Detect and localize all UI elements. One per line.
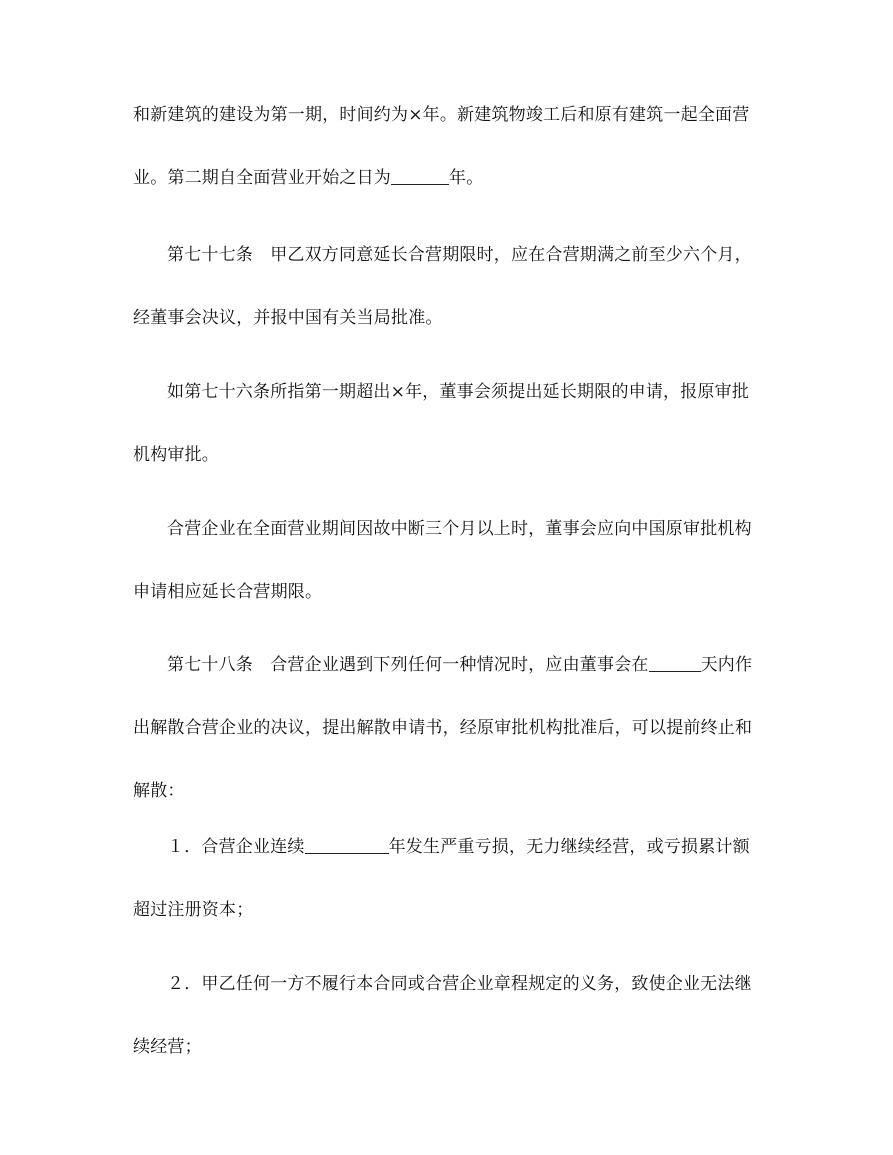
paragraph-line: 续经营； <box>133 1037 202 1057</box>
paragraph-extension-application <box>133 381 773 466</box>
fill-in-blank[interactable] <box>649 655 701 672</box>
text-segment: 年发生严重亏损，无力继续经营，或亏损累计额 <box>388 837 750 857</box>
paragraph-interruption <box>133 518 773 603</box>
paragraph-line <box>133 836 773 858</box>
paragraph-line: 合营企业在全面营业期间因故中断三个月以上时，董事会应向中国原审批机构 <box>167 519 752 539</box>
paragraph-line: 超过注册资本； <box>133 900 254 920</box>
text-segment: 第七十八条 合营企业遇到下列任何一种情况时，应由董事会在 <box>167 655 649 675</box>
paragraph-item-1 <box>133 836 773 921</box>
paragraph-line <box>133 167 773 189</box>
paragraph-line <box>133 654 773 676</box>
text-segment: １．合营企业连续 <box>167 837 305 857</box>
text-segment: 天内作 <box>700 655 753 675</box>
paragraph-line: 和新建筑的建设为第一期，时间约为×年。新建筑物竣工后和原有建筑一起全面营 <box>133 105 750 125</box>
paragraph-article-77 <box>133 244 773 329</box>
paragraph-article-78 <box>133 654 773 802</box>
paragraph-line: 第七十七条 甲乙双方同意延长合营期限时，应在合营期满之前至少六个月， <box>167 245 752 265</box>
fill-in-blank[interactable] <box>305 837 389 854</box>
text-segment: 年。 <box>449 168 484 188</box>
paragraph-line: 如第七十六条所指第一期超出×年，董事会须提出延长期限的申请，报原审批 <box>167 382 750 402</box>
paragraph-line: 出解散合营企业的决议，提出解散申请书，经原审批机构批准后，可以提前终止和 <box>133 718 753 738</box>
paragraph-line: 解散： <box>133 781 185 801</box>
paragraph-line: 机构审批。 <box>133 445 219 465</box>
paragraph-line: 申请相应延长合营期限。 <box>133 582 323 602</box>
text-segment: 业。第二期自全面营业开始之日为 <box>133 168 391 188</box>
fill-in-blank[interactable] <box>391 168 449 185</box>
paragraph-first-phase <box>133 104 773 189</box>
paragraph-line: ２．甲乙任何一方不履行本合同或合营企业章程规定的义务，致使企业无法继 <box>167 974 752 994</box>
paragraph-item-2 <box>133 973 773 1058</box>
paragraph-line: 经董事会决议，并报中国有关当局批准。 <box>133 308 443 328</box>
